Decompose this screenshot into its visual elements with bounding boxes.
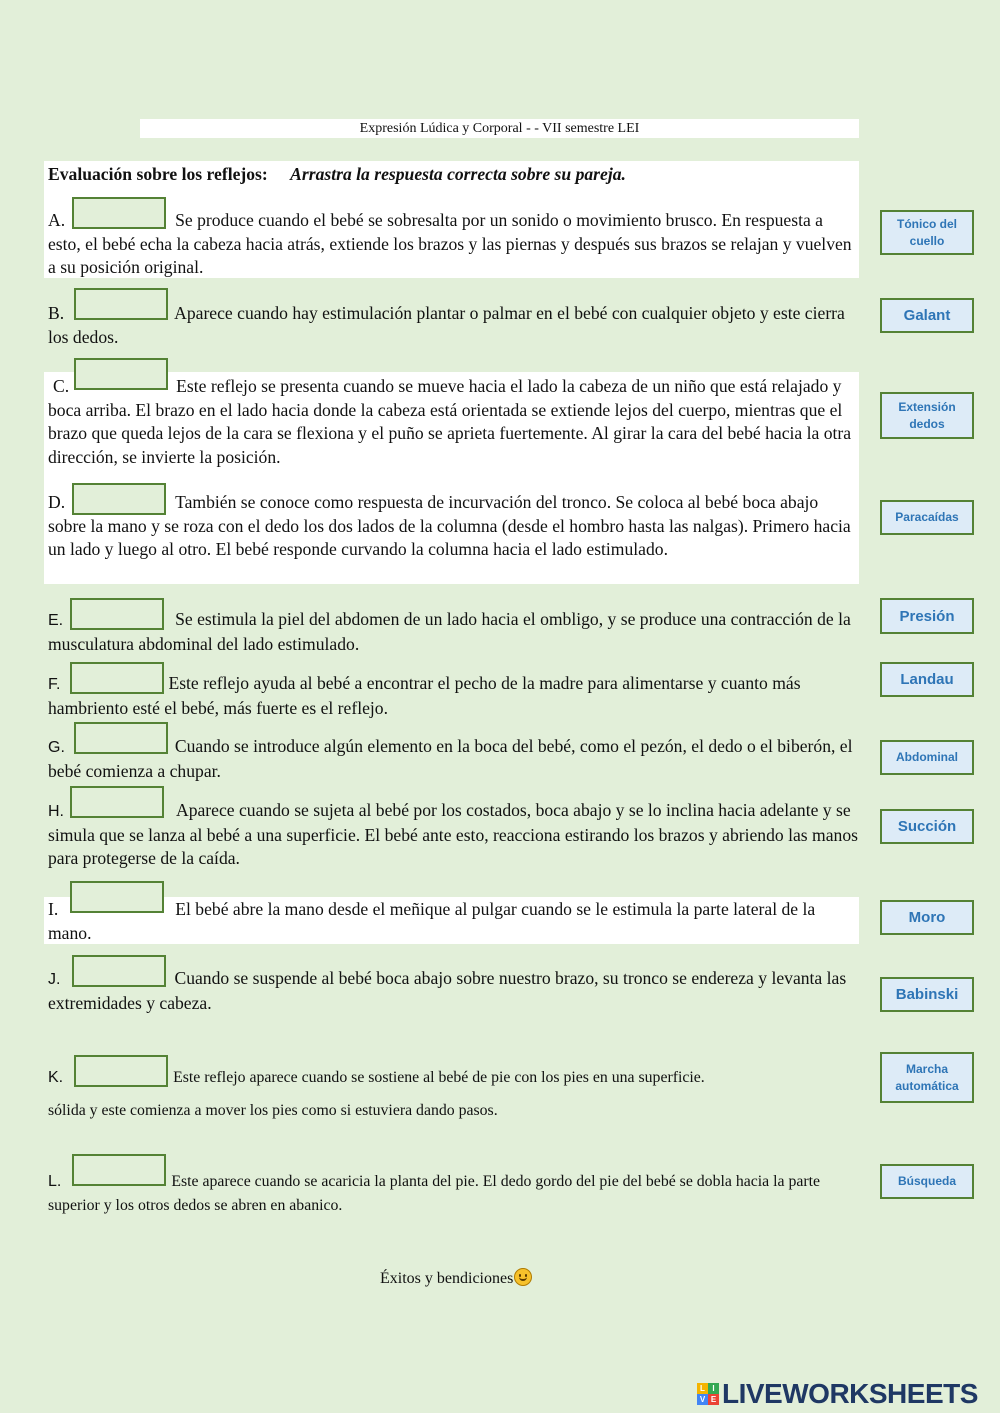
question-letter: G. xyxy=(48,739,65,756)
question-l xyxy=(48,1170,860,1217)
answer-chip[interactable]: Landau xyxy=(880,662,974,697)
footer-text: Éxitos y bendiciones xyxy=(380,1270,514,1287)
question-j xyxy=(48,967,860,1015)
question-f xyxy=(48,672,860,720)
drop-box-j[interactable] xyxy=(72,955,166,987)
question-letter: F. xyxy=(48,676,61,693)
question-letter: K. xyxy=(48,1069,64,1086)
question-i xyxy=(48,898,860,945)
answer-chip[interactable]: Marcha automática xyxy=(880,1052,974,1103)
answer-chip[interactable]: Presión xyxy=(880,598,974,634)
question-letter: D. xyxy=(48,492,66,512)
answer-chip[interactable]: Extensión dedos xyxy=(880,392,974,439)
question-text: El bebé abre la mano desde el meñique al pulgar cuando se le estimula la parte lateral de la mano. xyxy=(48,899,816,943)
question-text: Este aparece cuando se acaricia la planta del pie. El dedo gordo del pie del bebé se dobla hacia la parte superior y los otros dedos se abren en abanico. xyxy=(48,1173,821,1214)
drop-box-k[interactable] xyxy=(74,1055,168,1087)
question-k-continued xyxy=(48,1099,860,1123)
drop-box-c[interactable] xyxy=(74,358,168,390)
footer-message xyxy=(380,1268,532,1290)
drop-box-e[interactable] xyxy=(70,598,164,630)
answer-chip[interactable]: Abdominal xyxy=(880,740,974,775)
liveworksheets-logo-icon: L I V E xyxy=(697,1383,719,1405)
drop-box-g[interactable] xyxy=(74,722,168,754)
question-text: Este reflejo ayuda al bebé a encontrar el pecho de la madre para alimentarse y cuanto más hambriento esté el bebé, más fuerte es el reflejo. xyxy=(48,673,801,718)
drop-box-f[interactable] xyxy=(70,662,164,694)
question-text: Este reflejo se presenta cuando se mueve hacia el lado la cabeza de un niño que está relajado y boca arriba. El brazo en el lado hacia donde la cabeza está orientada se extiende lejos del cuerpo, mientras que el brazo que queda lejos de la cara se flexiona y el puño se aprieta fuertemente. Al girar la cara del bebé hacia la otra dirección, se invierte la posición. xyxy=(48,376,852,467)
answer-chip[interactable]: Búsqueda xyxy=(880,1164,974,1199)
question-text: Se estimula la piel del abdomen de un lado hacia el ombligo, y se produce una contracción de la musculatura abdominal del lado estimulado. xyxy=(48,609,851,654)
answer-chip[interactable]: Tónico del cuello xyxy=(880,210,974,255)
liveworksheets-logo xyxy=(697,1378,978,1410)
answer-chip[interactable]: Paracaídas xyxy=(880,500,974,535)
question-letter: J. xyxy=(48,971,61,988)
question-text: Se produce cuando el bebé se sobresalta por un sonido o movimiento brusco. En respuesta a esto, el bebé echa la cabeza hacia atrás, extiende los brazos y las piernas y después sus brazos se relajan y vuelven a su posición original. xyxy=(48,210,852,277)
question-c xyxy=(48,375,860,469)
question-letter: H. xyxy=(48,803,64,820)
answer-chip[interactable]: Succión xyxy=(880,809,974,844)
worksheet-title xyxy=(48,162,860,186)
question-letter: C. xyxy=(53,376,70,396)
question-letter: E. xyxy=(48,612,64,629)
question-text: Este reflejo aparece cuando se sostiene al bebé de pie con los pies en una superficie. xyxy=(173,1069,705,1086)
drop-box-i[interactable] xyxy=(70,881,164,913)
question-b xyxy=(48,302,860,349)
drop-box-a[interactable] xyxy=(72,197,166,229)
question-k xyxy=(48,1066,860,1090)
drop-box-d[interactable] xyxy=(72,483,166,515)
question-letter: L. xyxy=(48,1173,62,1190)
answer-chip[interactable]: Moro xyxy=(880,900,974,935)
question-text: sólida y este comienza a mover los pies como si estuviera dando pasos. xyxy=(48,1102,498,1119)
answer-chip[interactable]: Galant xyxy=(880,298,974,333)
question-g xyxy=(48,735,860,783)
question-e xyxy=(48,608,860,656)
question-a xyxy=(48,209,860,280)
smiley-icon xyxy=(514,1268,532,1286)
question-text: Cuando se suspende al bebé boca abajo sobre nuestro brazo, su tronco se endereza y levanta las extremidades y cabeza. xyxy=(48,968,847,1013)
title-label: Evaluación sobre los reflejos: xyxy=(48,164,268,184)
question-letter: I. xyxy=(48,899,59,919)
brand-name: LIVEWORKSHEETS xyxy=(722,1378,978,1409)
question-letter: A. xyxy=(48,210,66,230)
title-instruction: Arrastra la respuesta correcta sobre su pareja. xyxy=(290,164,626,184)
answer-chip[interactable]: Babinski xyxy=(880,977,974,1012)
drop-box-l[interactable] xyxy=(72,1154,166,1186)
question-text: Aparece cuando se sujeta al bebé por los costados, boca abajo y se lo inclina hacia adelante y se simula que se lanza al bebé a una superficie. El bebé ante esto, reacciona estirando los brazos y abriendo las manos para protegerse de la caída. xyxy=(48,800,858,868)
question-text: También se conoce como respuesta de incurvación del tronco. Se coloca al bebé boca abajo sobre la mano y se roza con el dedo los dos lados de la columna (desde el hombro hasta las nalgas). Primero hacia un lado y luego al otro. El bebé responde curvando la columna hacia el lado estimulado. xyxy=(48,492,851,559)
question-d xyxy=(48,491,860,562)
course-header: Expresión Lúdica y Corporal - - VII semestre LEI xyxy=(140,119,859,138)
question-h xyxy=(48,799,860,871)
question-letter: B. xyxy=(48,303,65,323)
question-text: Aparece cuando hay estimulación plantar o palmar en el bebé con cualquier objeto y este cierra los dedos. xyxy=(48,303,845,347)
question-text: Cuando se introduce algún elemento en la boca del bebé, como el pezón, el dedo o el biberón, el bebé comienza a chupar. xyxy=(48,736,853,781)
drop-box-b[interactable] xyxy=(74,288,168,320)
drop-box-h[interactable] xyxy=(70,786,164,818)
